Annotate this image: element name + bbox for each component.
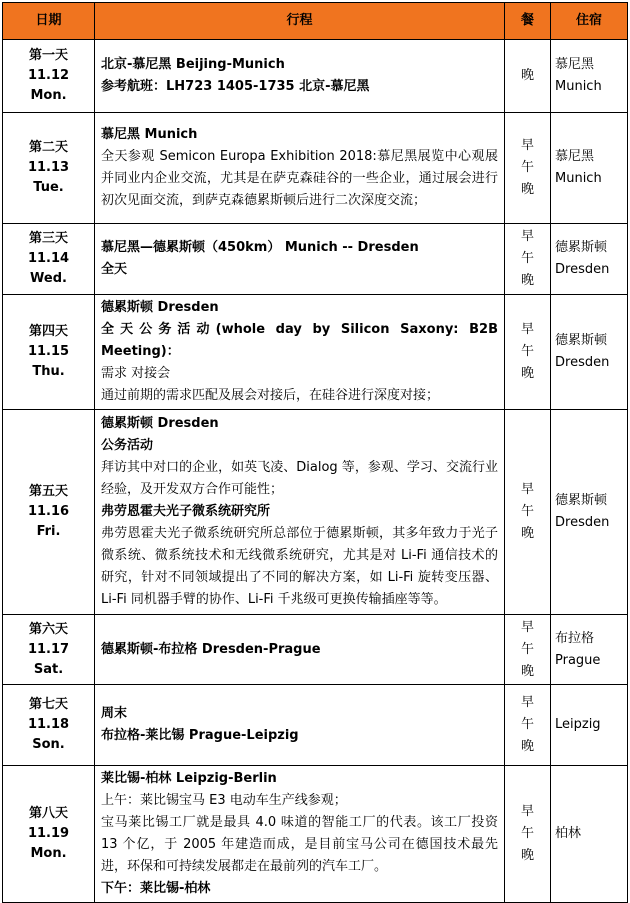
itinerary-cell bbox=[95, 685, 505, 766]
meal-item: 早 bbox=[520, 695, 534, 710]
itinerary-line: 全天 bbox=[101, 262, 128, 277]
hotel-line: 德累斯顿 bbox=[555, 240, 608, 255]
meal-cell bbox=[505, 113, 551, 224]
day-cell bbox=[3, 685, 95, 766]
day-cell bbox=[3, 295, 95, 410]
day-line: 11.14 bbox=[27, 251, 70, 266]
day-line: 第二天 bbox=[28, 140, 68, 155]
hotel-cell bbox=[551, 40, 628, 113]
itinerary-cell bbox=[95, 40, 505, 113]
itinerary-line: 全天公务活动(whole day by Silicon Saxony: B2B Meeting)： bbox=[101, 322, 498, 359]
itinerary-table bbox=[2, 2, 628, 903]
itinerary-line: 周末 bbox=[101, 706, 128, 721]
header-date: 日期 bbox=[3, 3, 95, 40]
hotel-cell bbox=[551, 766, 628, 903]
table-body bbox=[3, 40, 628, 903]
itinerary-cell bbox=[95, 113, 505, 224]
meal-item: 早 bbox=[520, 482, 534, 497]
itinerary-cell bbox=[95, 766, 505, 903]
itinerary-line: 莱比锡-柏林 Leipzig-Berlin bbox=[101, 771, 277, 786]
hotel-cell bbox=[551, 615, 628, 685]
itinerary-line: 公务活动 bbox=[101, 438, 154, 453]
meal-item: 晚 bbox=[520, 663, 534, 679]
itinerary-line: 拜访其中对口的企业，如英飞凌、Dialog 等，参观、学习、交流行业经验，及开发双方合作可能性； bbox=[101, 460, 498, 497]
meal-cell bbox=[505, 295, 551, 410]
day-line: Mon. bbox=[30, 88, 67, 103]
meal-item: 晚 bbox=[520, 526, 534, 541]
table-row bbox=[3, 410, 628, 615]
itinerary-line: 参考航班：LH723 1405-1735 北京-慕尼黑 bbox=[101, 79, 370, 94]
hotel-cell bbox=[551, 295, 628, 410]
header-meal: 餐 bbox=[505, 3, 551, 40]
day-line: 11.16 bbox=[27, 504, 70, 519]
day-line: Wed. bbox=[30, 271, 67, 286]
meal-item: 早 bbox=[520, 322, 534, 337]
meal-item: 午 bbox=[520, 344, 534, 359]
itinerary-line: 德累斯顿-布拉格 Dresden-Prague bbox=[101, 641, 321, 657]
meal-item: 午 bbox=[520, 251, 534, 266]
itinerary-cell bbox=[95, 295, 505, 410]
meal-item: 早 bbox=[520, 619, 534, 635]
hotel-line: 布拉格 bbox=[555, 630, 595, 646]
day-line: 11.15 bbox=[27, 344, 70, 359]
meal-item: 午 bbox=[520, 717, 534, 732]
meal-item: 晚 bbox=[520, 848, 534, 863]
meal-cell bbox=[505, 410, 551, 615]
hotel-line: 慕尼黑 bbox=[555, 57, 595, 72]
meal-item: 午 bbox=[520, 826, 534, 841]
day-line: 11.12 bbox=[27, 68, 70, 83]
day-line: Son. bbox=[32, 737, 65, 752]
day-line: 第一天 bbox=[28, 48, 68, 63]
header-hotel: 住宿 bbox=[551, 3, 628, 40]
meal-item: 晚 bbox=[520, 68, 534, 83]
meal-item: 早 bbox=[520, 804, 534, 819]
itinerary-cell bbox=[95, 410, 505, 615]
meal-item: 午 bbox=[520, 504, 534, 519]
itinerary-line: 上午：莱比锡宝马 E3 电动车生产线参观； bbox=[101, 793, 347, 808]
day-cell bbox=[3, 113, 95, 224]
hotel-line: Dresden bbox=[555, 355, 610, 370]
itinerary-line: 下午：莱比锡-柏林 bbox=[101, 881, 211, 896]
hotel-line: Munich bbox=[555, 171, 602, 186]
itinerary-line: 全天参观 Semicon Europa Exhibition 2018:慕尼黑展览中心观展并同业内企业交流，尤其是在萨克森硅谷的一些企业，通过展会进行初次见面交流，到萨克森德累斯顿后进行二次深度交流； bbox=[101, 149, 498, 208]
day-line: Tue. bbox=[33, 180, 64, 195]
day-line: 第四天 bbox=[28, 324, 68, 339]
table-row bbox=[3, 224, 628, 295]
itinerary-line: 弗劳恩霍夫光子微系统研究所总部位于德累斯顿，其多年致力于光子微系统、微系统技术和无线微系统研究，尤其是对 Li-Fi 通信技术的研究，针对不同领域提出了不同的解决方案，如 Li-Fi 旋转变压器、Li-Fi 同机器手臂的协作、Li-Fi 千兆级可更换传输插座等等。 bbox=[101, 526, 498, 607]
hotel-line: 柏林 bbox=[555, 826, 582, 841]
day-line: 第七天 bbox=[28, 697, 68, 712]
day-line: Sat. bbox=[33, 661, 64, 677]
itinerary-line: 布拉格-莱比锡 Prague-Leipzig bbox=[101, 728, 299, 743]
day-line: 第五天 bbox=[28, 484, 68, 499]
day-cell bbox=[3, 224, 95, 295]
hotel-line: Munich bbox=[555, 79, 602, 94]
itinerary-line: 德累斯顿 Dresden bbox=[101, 300, 219, 315]
itinerary-line: 慕尼黑—德累斯顿（450km） Munich -- Dresden bbox=[101, 240, 419, 255]
table-row bbox=[3, 685, 628, 766]
meal-item: 晚 bbox=[520, 739, 534, 754]
day-cell bbox=[3, 410, 95, 615]
hotel-line: Prague bbox=[555, 652, 601, 668]
hotel-cell bbox=[551, 685, 628, 766]
table-row bbox=[3, 40, 628, 113]
day-line: Thu. bbox=[32, 364, 65, 379]
hotel-cell bbox=[551, 224, 628, 295]
day-line: 第三天 bbox=[28, 231, 68, 246]
meal-item: 早 bbox=[520, 229, 534, 244]
hotel-line: Dresden bbox=[555, 515, 610, 530]
table-row bbox=[3, 113, 628, 224]
day-line: 11.19 bbox=[27, 826, 70, 841]
table-row bbox=[3, 295, 628, 410]
meal-cell bbox=[505, 685, 551, 766]
day-line: Fri. bbox=[36, 524, 61, 539]
day-line: 11.13 bbox=[27, 160, 70, 175]
itinerary-line: 北京-慕尼黑 Beijing-Munich bbox=[101, 57, 285, 72]
meal-cell bbox=[505, 40, 551, 113]
meal-cell bbox=[505, 766, 551, 903]
day-line: 第六天 bbox=[28, 621, 68, 637]
itinerary-line: 通过前期的需求匹配及展会对接后，在硅谷进行深度对接； bbox=[101, 388, 440, 403]
day-cell bbox=[3, 40, 95, 113]
meal-item: 晚 bbox=[520, 182, 534, 197]
meal-cell bbox=[505, 224, 551, 295]
meal-item: 午 bbox=[520, 641, 534, 657]
itinerary-line: 德累斯顿 Dresden bbox=[101, 416, 219, 431]
day-cell bbox=[3, 615, 95, 685]
day-line: Mon. bbox=[30, 846, 67, 861]
hotel-line: Dresden bbox=[555, 262, 610, 277]
table-row bbox=[3, 766, 628, 903]
day-cell bbox=[3, 766, 95, 903]
itinerary-cell bbox=[95, 615, 505, 685]
meal-item: 早 bbox=[520, 138, 534, 153]
day-line: 11.18 bbox=[27, 717, 70, 732]
itinerary-cell bbox=[95, 224, 505, 295]
table-row bbox=[3, 615, 628, 685]
hotel-cell bbox=[551, 113, 628, 224]
hotel-line: 德累斯顿 bbox=[555, 333, 608, 348]
itinerary-line: 需求 对接会 bbox=[101, 366, 171, 381]
hotel-line: 德累斯顿 bbox=[555, 493, 608, 508]
meal-cell bbox=[505, 615, 551, 685]
hotel-line: 慕尼黑 bbox=[555, 149, 595, 164]
itinerary-line: 慕尼黑 Munich bbox=[101, 127, 198, 142]
itinerary-line: 宝马莱比锡工厂就是最具 4.0 味道的智能工厂的代表。该工厂投资 13 个亿，于 2005 年建造而成，是目前宝马公司在德国技术最先进，环保和可持续发展都走在最前列的汽车工厂。 bbox=[101, 815, 498, 874]
meal-item: 晚 bbox=[520, 366, 534, 381]
day-line: 第八天 bbox=[28, 806, 68, 821]
itinerary-line: 弗劳恩霍夫光子微系统研究所 bbox=[101, 504, 271, 519]
header-row bbox=[3, 3, 628, 40]
hotel-cell bbox=[551, 410, 628, 615]
day-line: 11.17 bbox=[27, 641, 70, 657]
meal-item: 午 bbox=[520, 160, 534, 175]
meal-item: 晚 bbox=[520, 273, 534, 288]
hotel-line: Leipzig bbox=[555, 717, 601, 732]
header-itinerary: 行程 bbox=[95, 3, 505, 40]
